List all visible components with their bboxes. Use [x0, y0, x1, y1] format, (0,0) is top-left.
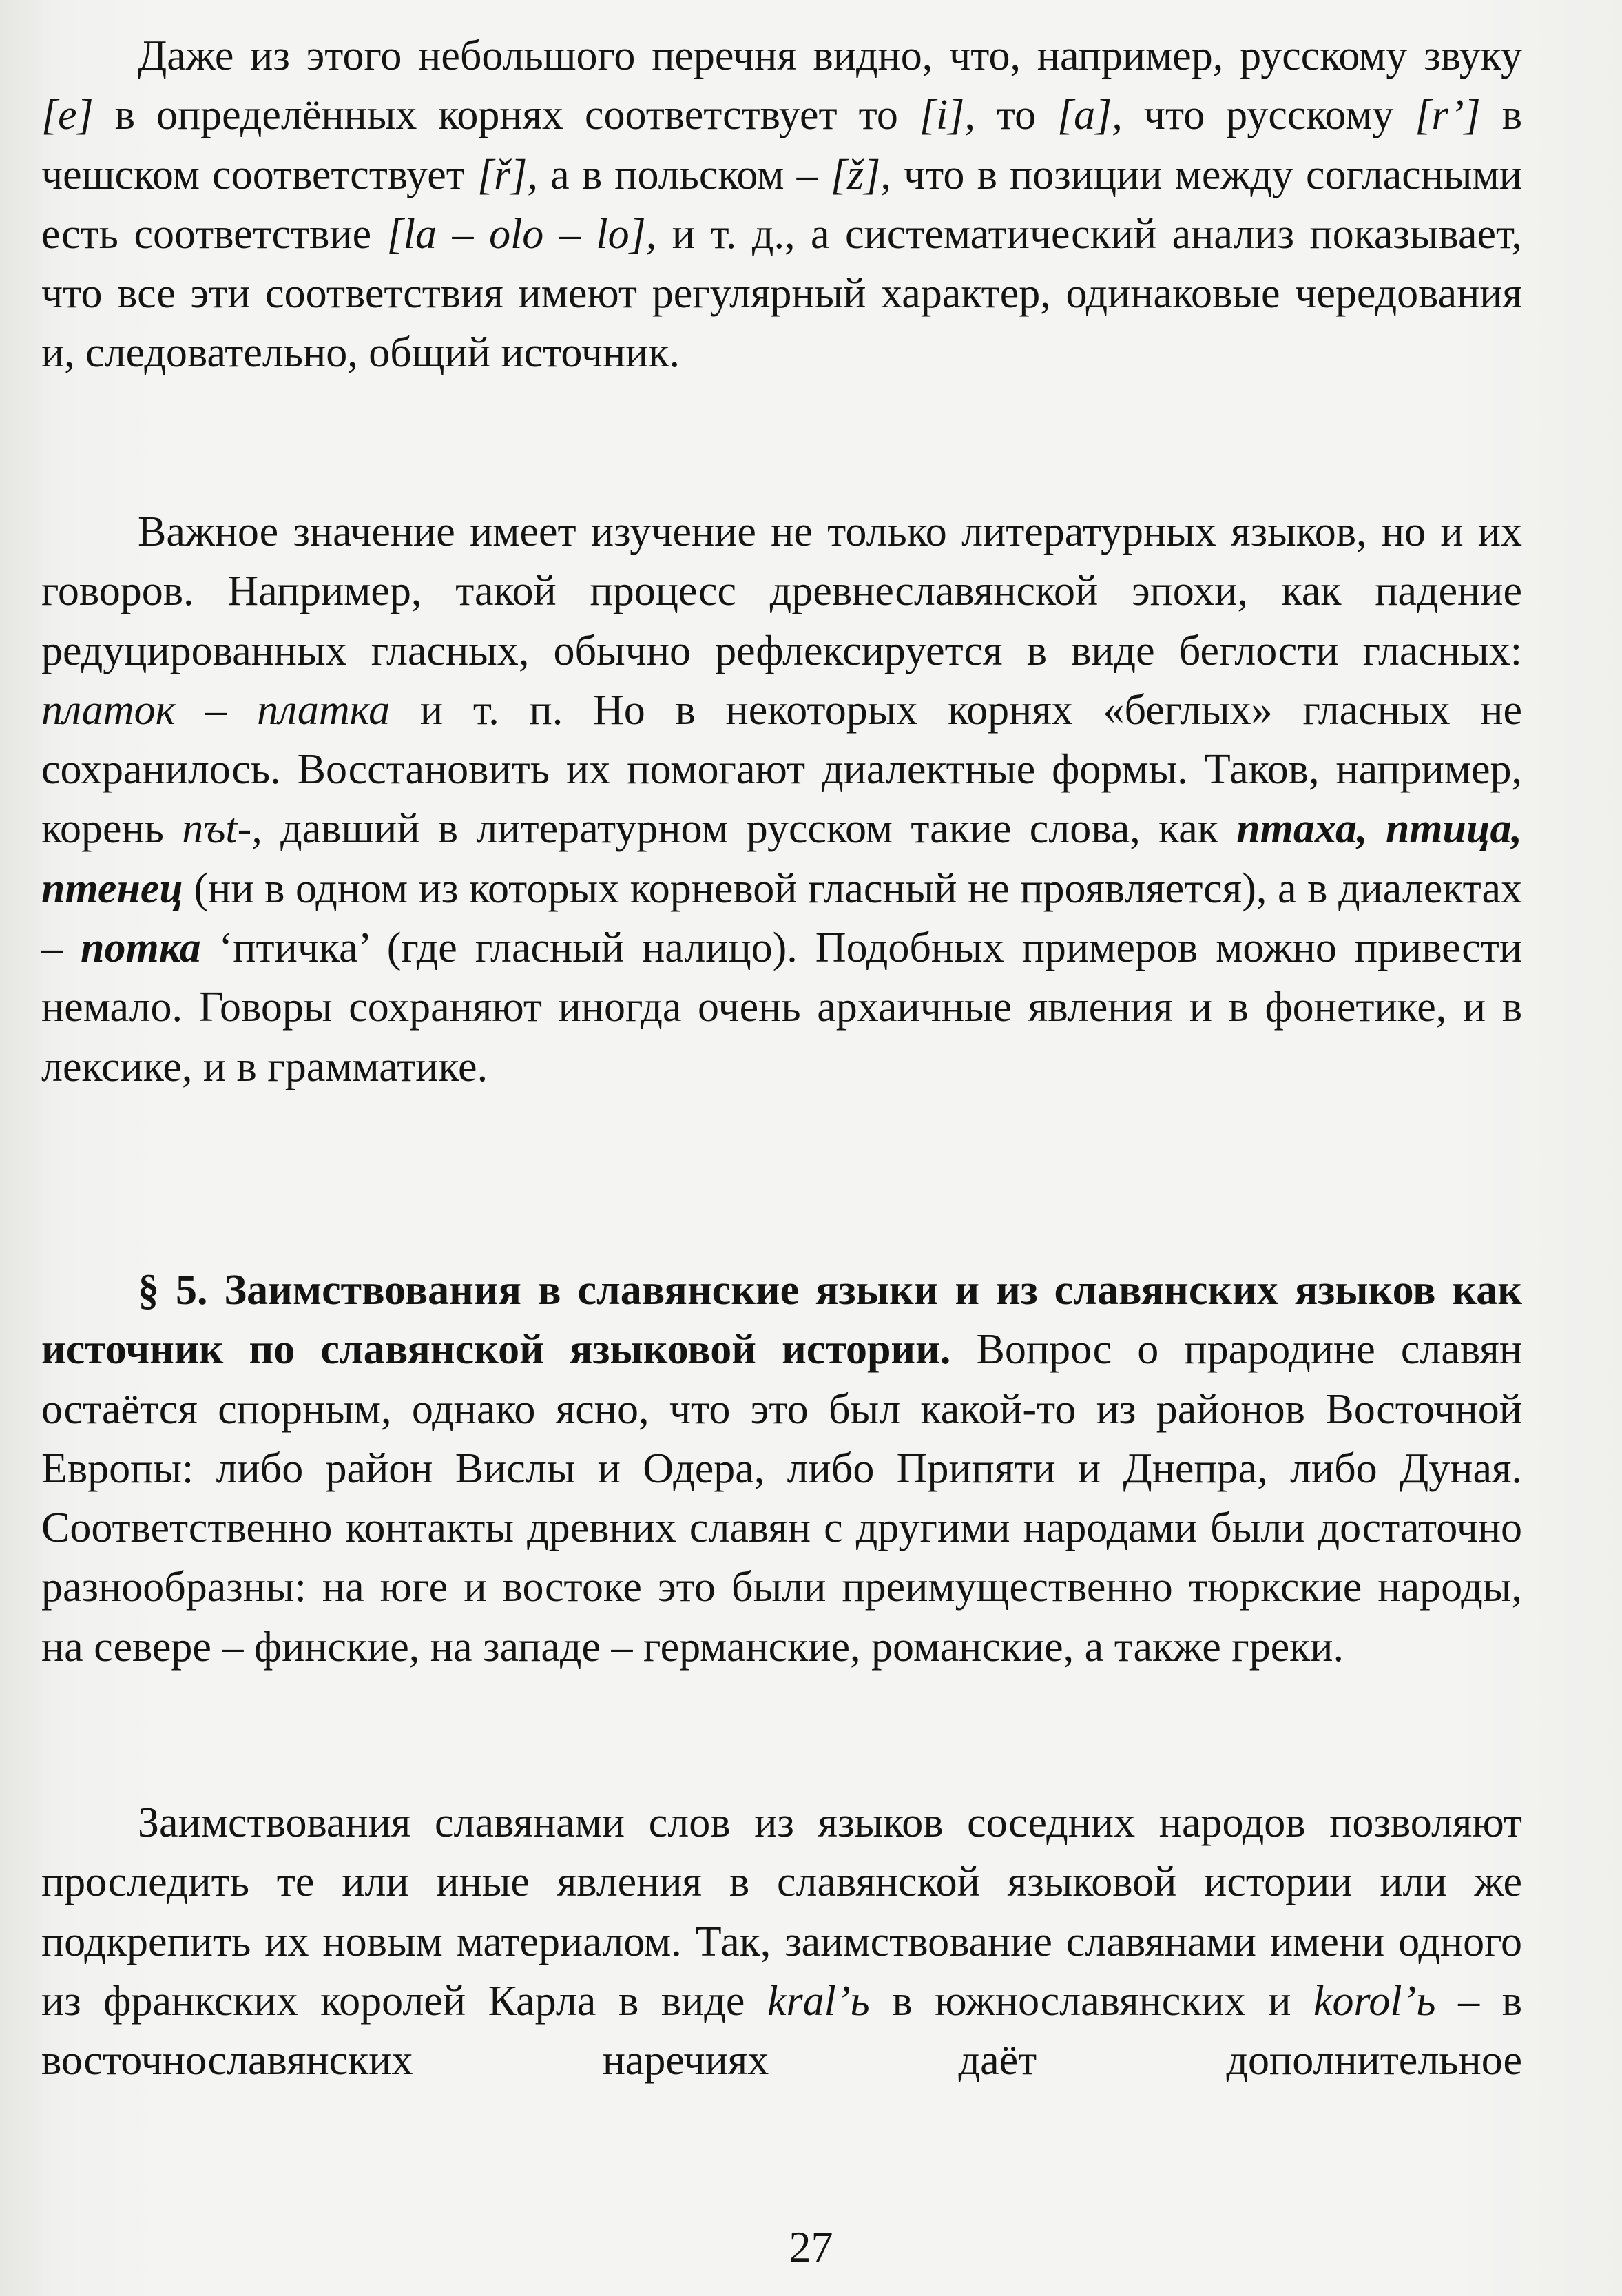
text-segment: и т. п. Но в некоторых корнях «беглых» гласных не сохранилось. Восстановить их помогают диалектные формы. Таков, например, корень	[41, 686, 1522, 853]
italic-segment: [i],	[919, 92, 975, 139]
text-segment: а в польском –	[537, 151, 831, 198]
bold-italic-segment: птаха, птица, птенец	[41, 805, 1522, 912]
text-segment: Даже из этого небольшого перечня видно, что, например, русскому звуку	[138, 32, 1522, 79]
italic-segment: [r’]	[1415, 92, 1481, 139]
italic-segment: [la – olo – lo],	[386, 210, 657, 258]
paragraph-correspondences	[41, 26, 1522, 383]
text-segment: (ни в одном из которых корневой гласный не проявляется), а в диалектах –	[41, 865, 1522, 972]
italic-segment: [ž],	[830, 151, 891, 198]
italic-segment: [ř],	[477, 151, 538, 198]
text-segment: Важное значение имеет изучение не только литературных языков, но и их говоров. Например, такой процесс древнеславянской эпохи, как падение редуцированных гласных, обычно рефлексируется в виде беглости гласных:	[41, 508, 1522, 674]
text-segment: что в позиции между согласными есть соответствие	[41, 151, 1522, 258]
text-segment: в южнославянских и	[869, 1977, 1314, 2025]
text-segment: то	[975, 92, 1058, 139]
text-segment: – в восточнославянских наречиях даёт дополнительное	[41, 1977, 1522, 2085]
text-segment: Вопрос о прародине славян остаётся спорным, однако ясно, что это был какой-то из районов Восточной Европы: либо район Вислы и Одера, либо Припяти и Днепра, либо Дуная. Соответственно контакты древних славян с другими народами были достаточно разнообразны: на юге и востоке это были преимущественно тюркские народы, на севере – финские, на западе – германские, романские, а также греки.	[41, 1326, 1523, 1671]
page-number: 27	[789, 2222, 833, 2271]
section-heading: § 5. Заимствования в славянские языки и из славянских языков как источник по славянской языковой истории.	[41, 1267, 1522, 1374]
italic-segment: [a],	[1057, 92, 1123, 139]
bold-italic-segment: потка	[81, 924, 201, 972]
italic-segment: пъt-,	[182, 805, 262, 853]
text-segment: ‘птичка’ (где гласный налицо). Подобных примеров можно привести немало. Говоры сохраняют иногда очень архаичные явления и в фонетике, и в лексике, и в грамматике.	[41, 924, 1522, 1090]
text-segment: и т. д., а систематический анализ показывает, что все эти соответствия имеют регулярный характер, одинаковые чередования и, следовательно, общий источник.	[41, 210, 1522, 377]
text-segment: Заимствования славянами слов из языков соседних народов позволяют проследить те или иные явления в славянской языковой истории или же подкрепить их новым материалом. Так, заимствование славянами имени одного из франкских королей Карла в виде	[41, 1799, 1522, 2025]
paragraph-section-5	[41, 1261, 1522, 1677]
italic-segment: kral’ь	[767, 1977, 870, 2025]
italic-segment: платок – платка	[41, 686, 391, 734]
italic-segment: [e]	[41, 92, 94, 139]
text-segment: в определённых корнях соответствует то	[93, 92, 919, 139]
paragraph-loanwords	[41, 1793, 1522, 2090]
italic-segment: korol’ь	[1313, 1977, 1436, 2025]
paragraph-dialects	[41, 502, 1522, 1097]
text-segment: что русскому	[1122, 92, 1415, 139]
text-segment: в чешском соответствует	[41, 92, 1522, 198]
text-segment: давший в литературном русском такие слова, как	[262, 805, 1237, 853]
